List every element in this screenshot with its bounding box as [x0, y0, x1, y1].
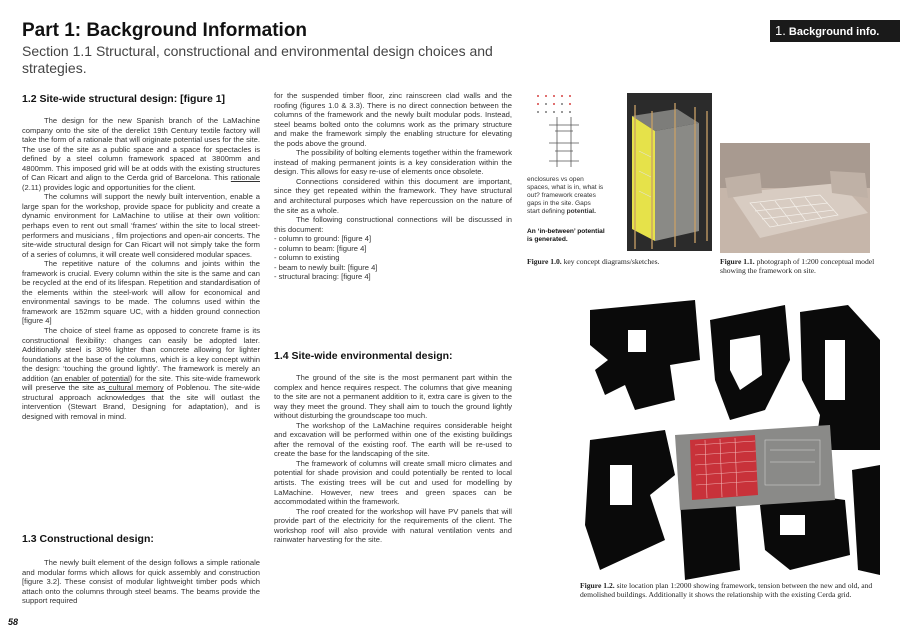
- list-item: - structural bracing: [figure 4]: [274, 272, 371, 282]
- paragraph: for the suspended timber floor, zinc rainscreen clad walls and the roofing (figures 1.0 & 3.3). There is no direct connection between the columns of the framework and the newly built modular pods. Instead, steel beams bolted onto the columns work as the primary structure and make the framework simply the enabling structure for elevating the pods above the ground.: [274, 91, 512, 148]
- paragraph: The columns will support the newly built intervention, enable a large span for the workshop, provide space for publicity and create a dynamic environment for LaMachine to utilise at their own volition: perhaps even to rent out small ‘frames’ within the site to local street-performers and musicians , film projections and open-air concerts. The site-wide structural design for Can Ricart will not simply take the form of a series of columns, it will create well considered modular spaces.: [22, 192, 260, 259]
- part-label: Part 1:: [22, 20, 82, 41]
- paragraph: The design for the new Spanish branch of the LaMachine company onto the site of the derelict 19th Century textile factory will take the form of a rationale that will originate potential uses for the site. The use of the site as a public space and a space for spectacles is defined by a steel column framework spaced at 3800mm and 4800mm. This imposed grid will be at odds with the existing structures of Can Ricart and align to the Cerda grid of Barcelona. This rationale (2.11) provides logic and opportunities for the client.: [22, 116, 260, 192]
- page-number: 58: [8, 617, 19, 627]
- page-title: [22, 20, 307, 42]
- figure-1-1-image: [720, 143, 870, 253]
- paragraph: Connections considered within this document are important, since they get repeated within the framework. They have structural and architectural purposes which have repercussion on the nature of the site as a whole.: [274, 176, 512, 215]
- figure-1-0-caption: Figure 1.0. key concept diagrams/sketches.: [527, 257, 660, 266]
- list-item: - column to beam: [figure 4]: [274, 243, 367, 253]
- paragraph: The repetitive nature of the columns and joints within the framework is crucial. Every column within the site is the same and can be recycled at the end of its lifespan. Repetition and standardisation of the elements within the steel-work will allow for economical and environmental savings to be made. The columns used within the framework are 152mm square UC, with a hidden ground connection [figure 4]: [22, 259, 260, 326]
- figure-1-2-caption: Figure 1.2. site location plan 1:2000 showing framework, tension between the new and old, and demolished buildings. Additionally it shows the relationship with the existing Cerda grid.: [580, 581, 873, 599]
- column-1-text: [22, 116, 260, 422]
- chapter-tab-label: Background info.: [788, 26, 880, 38]
- paragraph: The ground of the site is the most permanent part within the complex and hence requires respect. The columns that give meaning to the site are not a permanent addition to it, extra care is given to the way they meet the ground. They shall aim to touch the ground lightly without disturbing the groundscape too much.: [274, 373, 512, 421]
- heading-1-3: 1.3 Constructional design:: [22, 533, 154, 545]
- list-item: - column to ground: [figure 4]: [274, 234, 372, 244]
- site-plan: [580, 300, 880, 580]
- model-photo: [720, 143, 870, 253]
- paragraph: The roof created for the workshop will have PV panels that will provide part of the electricity for the requirements of the client. The workshop roof will also provide with natural ventilation vents and rainwater harvesting for the site.: [274, 506, 512, 545]
- paragraph: The following constructional connections will be discussed in this document:: [274, 215, 512, 234]
- paragraph: The choice of steel frame as opposed to concrete frame is its constructional flexibility: changes can easily be adopted later. Additionally steel is 30% lighter than concrete allowing for lighter foundations at the base of the columns, which is a key concept within the design: ‘touching the ground lightly’. The framework is merely an addition (an enabler of potential) for the site. This site-wide framework will preserve the site as cultural memory of Poblenou. The site-wide structural approach acknowledges that the site will outlast the intervention (Stewart Brand, Designing for adaptation), and is designed with removal in mind.: [22, 326, 260, 421]
- chapter-tab: [770, 20, 900, 42]
- column-2-text-b: [274, 373, 512, 545]
- column-2-text: [274, 91, 512, 282]
- paragraph: The framework of columns will create small micro climates and potential for shade provision and could potentially be rented to local artists. The existing trees will be cut and used for modelling by LaMachine. However, new trees and green spaces can be accommodated within the framework.: [274, 458, 512, 507]
- figure-1-2-image: [580, 300, 880, 580]
- rationale-link: rationale: [230, 173, 260, 183]
- figure-1-0-note: enclosures vs open spaces, what is in, what is out? framework creates gaps in the site. Gaps start defining potential.: [527, 176, 604, 215]
- heading-1-4: 1.4 Site-wide environmental design:: [274, 350, 453, 362]
- paragraph: The newly built element of the design follows a simple rationale and modular forms which allows for quick assembly and construction [figure 3.2]. These consist of modular lightweight timber pods which attach onto the columns through steel beams. The beams provide the support required: [22, 558, 260, 606]
- title-text: Background Information: [86, 20, 308, 41]
- column-1-text-b: [22, 558, 260, 606]
- heading-1-2: 1.2 Site-wide structural design: [figure 1]: [22, 93, 226, 105]
- figure-1-0-note-2: An ‘in-between’ potential is generated.: [527, 228, 605, 243]
- section-subtitle: Section 1.1 Structural, constructional and environmental design choices and strategies.: [22, 43, 493, 76]
- figure-1-1-caption: Figure 1.1. photograph of 1:200 conceptual model showing the framework on site.: [720, 257, 875, 275]
- list-item: - beam to newly built: [figure 4]: [274, 262, 378, 272]
- paragraph: The workshop of the LaMachine requires considerable height and excavation will be performed within one of the existing buildings after the removal of the existing roof. The earth will be re-used to create the base for the landscaping of the site.: [274, 420, 512, 459]
- chapter-tab-number: 1.: [775, 23, 786, 38]
- list-item: - column to existing: [274, 253, 340, 263]
- paragraph: The possibility of bolting elements together within the framework instead of making permanent joints is a key consideration within the design. This allows for easy re-use of elements once obsolete.: [274, 148, 512, 177]
